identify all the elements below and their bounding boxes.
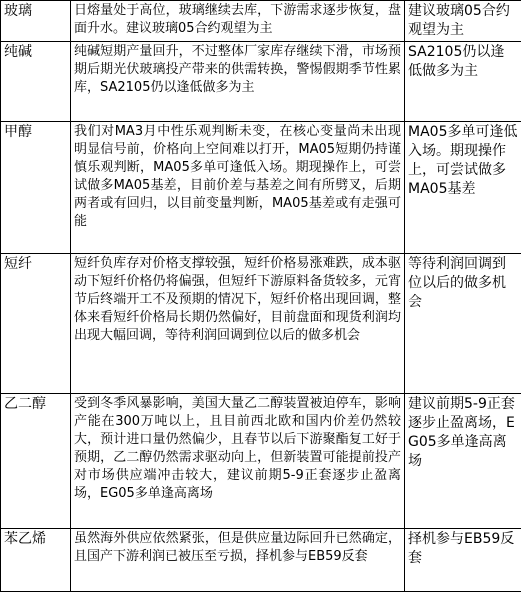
table-row (1, 529, 521, 592)
analysis-text: 短纤负库存对价格支撑较强，短纤价格易涨难跌，成本驱动下短纤价格仍将偏强，但短纤下游原料备货较多，元宵节后终端开工不及预期的情况下，短纤价格出现回调，整体来看短纤价格局长期仍然偏好，目前盘面和现货利润均出现大幅回调，等待利润回调到位以后的做多机会 (71, 254, 405, 394)
analysis-text: 我们对MA3月中性乐观判断未变，在核心变量尚未出现明显信号前，价格向上空间难以打开，MA05短期仍持谨慎乐观判断，MA05多单可逢低入场。期现操作上，可尝试做多MA05基差，目前价差与基差之间有所劈叉，后期两者或有回归，以目前变量判断，MA05基差或有走强可能 (71, 122, 405, 254)
table-row (1, 254, 521, 394)
analysis-text: 受到冬季风暴影响，美国大量乙二醇装置被迫停车，影响产能在300万吨以上，且目前西北欧和国内价差仍然较大，预计进口量仍然偏少，且春节以后下游聚酯复工好于预期，乙二醇仍然需求驱动向上，但新装置可能提前投产对市场供应端冲击较大，建议前期5-9正套逐步止盈离场，EG05多单逢高离场 (71, 394, 405, 529)
table-row (1, 122, 521, 254)
table-row (1, 42, 521, 122)
advice-text: 建议前期5-9正套逐步止盈离场，EG05多单逢高离场 (405, 394, 521, 529)
product-name: 纯碱 (1, 42, 71, 122)
table-row (1, 394, 521, 529)
analysis-text: 虽然海外供应依然紧张，但是供应量边际回升已然确定，且国产下游利润已被压至亏损，择机参与EB59反套 (71, 529, 405, 592)
product-name: 乙二醇 (1, 394, 71, 529)
advice-text: SA2105仍以逢低做多为主 (405, 42, 521, 122)
analysis-text: 日熔量处于高位，玻璃继续去库，下游需求逐步恢复，盘面升水。建议玻璃05合约观望为主 (71, 1, 405, 42)
table-row (1, 1, 521, 42)
advice-text: 择机参与EB59反套 (405, 529, 521, 592)
analysis-text: 纯碱短期产量回升，不过整体厂家库存继续下滑，市场预期后期光伏玻璃投产带来的供需转换，警惕假期季节性累库，SA2105仍以逢低做多为主 (71, 42, 405, 122)
product-name: 玻璃 (1, 1, 71, 42)
product-name: 甲醇 (1, 122, 71, 254)
product-name: 苯乙烯 (1, 529, 71, 592)
advice-text: MA05多单可逢低入场。期现操作上，可尝试做多MA05基差 (405, 122, 521, 254)
advice-text: 建议玻璃05合约观望为主 (405, 1, 521, 42)
product-name: 短纤 (1, 254, 71, 394)
advice-text: 等待利润回调到位以后的做多机会 (405, 254, 521, 394)
